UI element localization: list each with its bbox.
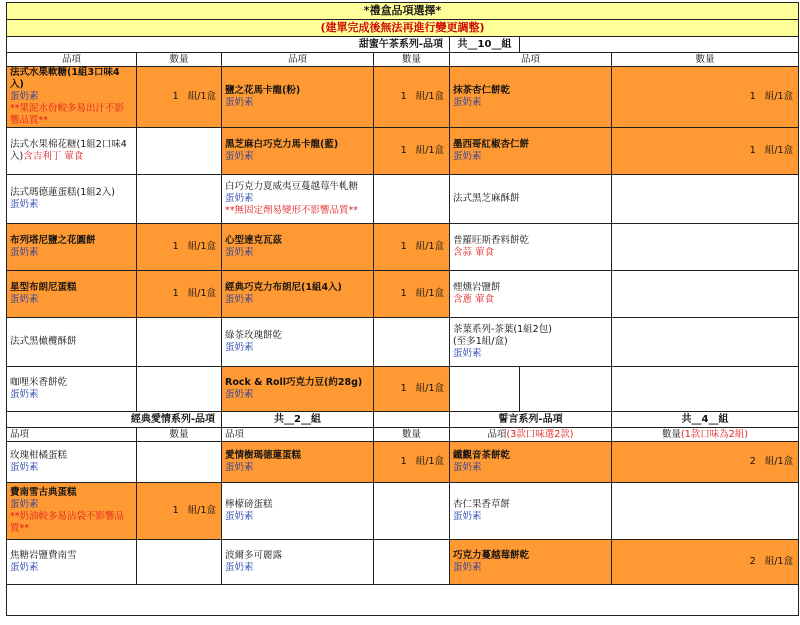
section1-title: 甜蜜午茶系列-品項 [7,37,450,53]
list-item[interactable]: 愛情樹瑪德蓮蛋糕 蛋奶素 [222,442,374,483]
col-qty-s3: 數量(1款口味為2組) [612,428,799,442]
quantity-cell[interactable] [137,318,222,367]
list-item[interactable]: Rock & Roll巧克力豆(約28g) 蛋奶素 [222,367,374,412]
list-item[interactable]: 白巧克力夏威夷豆蔓越莓牛軋糖 蛋奶素 **無固定劑易變形不影響品質** [222,175,374,224]
col-qty-1: 數量 [137,53,222,67]
list-item[interactable]: 鹽之花馬卡龍(粉) 蛋奶素 [222,67,374,128]
list-item[interactable]: 杏仁果香草餅 蛋奶素 [450,483,612,540]
warning-note: (建單完成後無法再進行變更調整) [7,20,799,37]
list-item[interactable]: 法式水果軟糖(1組3口味4入) 蛋奶素 **果泥水份較多易出汁不影響品質** [7,67,137,128]
quantity-cell[interactable]: 1 組/1盒 [137,224,222,271]
section2-count: 共__2__組 [222,412,374,428]
page-title: *禮盒品項選擇* [7,3,799,20]
col-item-s2a: 品項 [7,428,137,442]
quantity-cell[interactable]: 1 組/1盒 [137,271,222,318]
quantity-cell[interactable]: 1 組/1盒 [137,483,222,540]
section3-count: 共__4__組 [612,412,799,428]
list-item[interactable]: 鐵觀音茶餅乾 蛋奶素 [450,442,612,483]
section3-title: 誓言系列-品項 [450,412,612,428]
list-item[interactable]: 費南雪古典蛋糕 蛋奶素 **奶油較多易沾袋不影響品質** [7,483,137,540]
list-item[interactable]: 波爾多可麗露 蛋奶素 [222,540,374,585]
section2-blank [374,412,450,428]
quantity-cell[interactable] [374,175,450,224]
quantity-cell[interactable]: 1 組/1盒 [374,367,450,412]
col-item-s3: 品項(3款口味選2款) [450,428,612,442]
quantity-cell[interactable] [612,175,799,224]
list-item[interactable]: 焦糖岩鹽費南雪 蛋奶素 [7,540,137,585]
quantity-cell[interactable] [612,318,799,367]
quantity-cell[interactable]: 1 組/1盒 [374,128,450,175]
list-item[interactable]: 法式黑橄欖酥餅 [7,318,137,367]
quantity-cell[interactable]: 1 組/1盒 [137,67,222,128]
quantity-cell[interactable] [374,540,450,585]
section2-title: 經典愛情系列-品項 [7,412,222,428]
list-item[interactable]: 星型布朗尼蛋糕 蛋奶素 [7,271,137,318]
col-item-2: 品項 [222,53,374,67]
list-item[interactable]: 法式瑪德蓮蛋糕(1組2入) 蛋奶素 [7,175,137,224]
section1-count: 共__10__組 [450,37,520,53]
quantity-cell[interactable] [374,483,450,540]
quantity-cell[interactable] [137,540,222,585]
list-item[interactable]: 玫瑰柑橘蛋糕 蛋奶素 [7,442,137,483]
quantity-cell[interactable] [137,175,222,224]
section1-blank [520,37,799,53]
col-qty-s2b: 數量 [374,428,450,442]
col-qty-2: 數量 [374,53,450,67]
list-item[interactable]: 經典巧克力布朗尼(1組4入) 蛋奶素 [222,271,374,318]
list-item[interactable]: 墨西哥紅椒杏仁餅 蛋奶素 [450,128,612,175]
col-item-s2b: 品項 [222,428,374,442]
gift-box-form [6,2,798,616]
list-item[interactable] [520,367,612,412]
list-item[interactable]: 布列塔尼鹽之花圓餅 蛋奶素 [7,224,137,271]
list-item[interactable] [450,367,520,412]
quantity-cell[interactable] [137,367,222,412]
list-item[interactable]: 檸檬磅蛋糕 蛋奶素 [222,483,374,540]
selection-table [6,2,799,616]
quantity-cell[interactable]: 1 組/1盒 [374,271,450,318]
footer-blank [7,585,799,616]
list-item[interactable]: 黑芝麻白巧克力馬卡龍(藍) 蛋奶素 [222,128,374,175]
list-item[interactable]: 咖哩米香餅乾 蛋奶素 [7,367,137,412]
list-item[interactable]: 巧克力蔓越莓餅乾 蛋奶素 [450,540,612,585]
quantity-cell[interactable]: 1 組/1盒 [612,128,799,175]
quantity-cell[interactable] [612,224,799,271]
col-item-3: 品項 [450,53,612,67]
list-item[interactable]: 抹茶杏仁餅乾 蛋奶素 [450,67,612,128]
list-item[interactable]: 心型達克瓦茲 蛋奶素 [222,224,374,271]
quantity-cell[interactable]: 2 組/1盒 [612,442,799,483]
list-item[interactable]: 法式水果棉花糖(1組2口味4入)含吉利丁 葷食 [7,128,137,175]
quantity-cell[interactable] [612,483,799,540]
list-item[interactable]: 普羅旺斯香料餅乾 含蒜 葷食 [450,224,612,271]
quantity-cell[interactable]: 1 組/1盒 [374,67,450,128]
quantity-cell[interactable]: 1 組/1盒 [612,67,799,128]
quantity-cell[interactable]: 1 組/1盒 [374,224,450,271]
quantity-cell[interactable] [612,271,799,318]
quantity-cell[interactable] [612,367,799,412]
quantity-cell[interactable]: 2 組/1盒 [612,540,799,585]
list-item[interactable]: 茶葉系列-茶葉(1組2包) (至多1組/盒) 蛋奶素 [450,318,612,367]
col-qty-s2a: 數量 [137,428,222,442]
col-qty-3: 數量 [612,53,799,67]
list-item[interactable]: 法式黑芝麻酥餅 [450,175,612,224]
quantity-cell[interactable] [137,442,222,483]
quantity-cell[interactable] [137,128,222,175]
quantity-cell[interactable]: 1 組/1盒 [374,442,450,483]
col-item-1: 品項 [7,53,137,67]
list-item[interactable]: 綠茶玫瑰餅乾 蛋奶素 [222,318,374,367]
list-item[interactable]: 煙燻岩鹽餅 含蔥 葷食 [450,271,612,318]
quantity-cell[interactable] [374,318,450,367]
